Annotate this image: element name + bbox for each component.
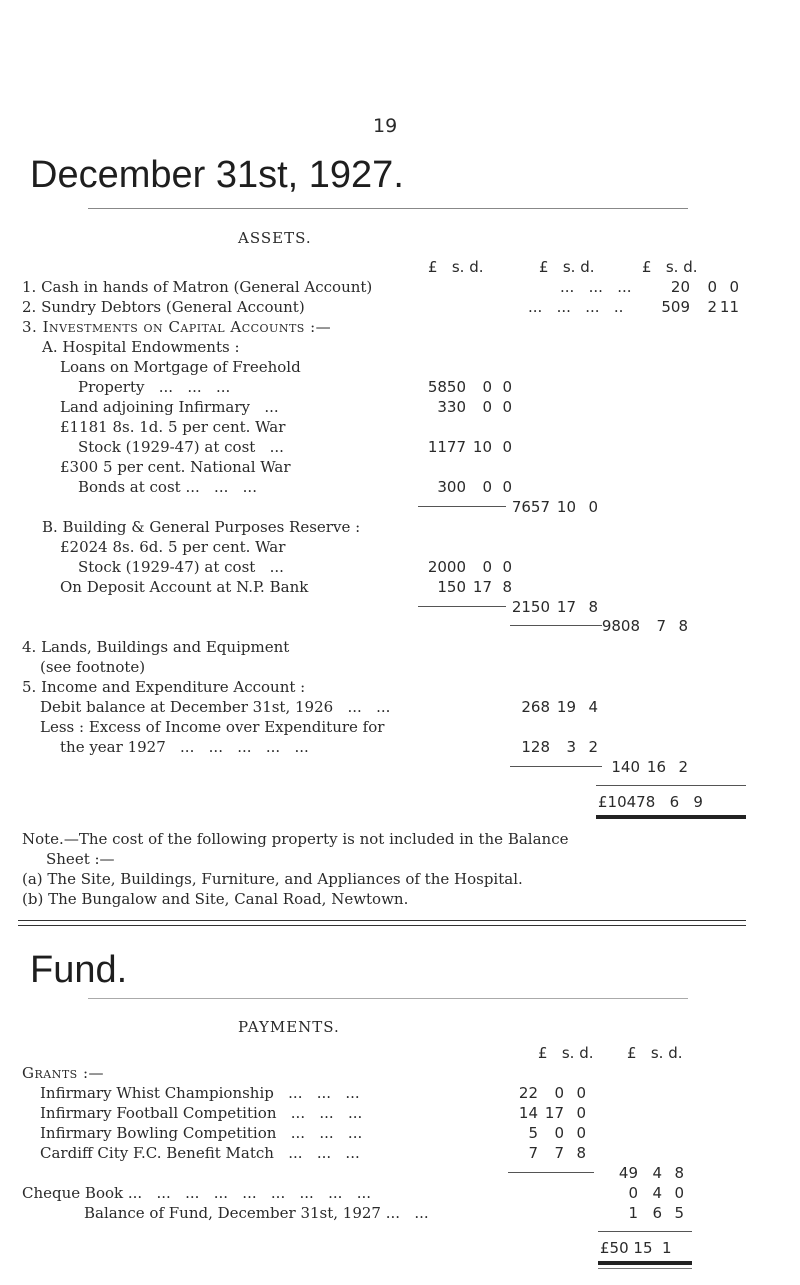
- note-line2: Sheet :—: [46, 850, 115, 868]
- b-stock-line2: Stock (1929-47) at cost ...: [78, 558, 284, 576]
- leader-dots: ... ... ... ..: [528, 298, 624, 316]
- amount-shillings: 17: [544, 1104, 564, 1122]
- heading-divider: [88, 208, 688, 209]
- amount-pence: 0: [502, 478, 512, 496]
- amount-pounds: 22: [518, 1084, 538, 1102]
- grand-total: £10478 6 9: [598, 793, 703, 811]
- less-line2: the year 1927 ... ... ... ... ...: [60, 738, 309, 756]
- amount-pounds: 14: [518, 1104, 538, 1122]
- col-header-inner: £ s. d.: [538, 1044, 594, 1062]
- amount-pounds: 300: [437, 478, 466, 496]
- total-shillings: 7: [656, 617, 666, 635]
- amount-pounds: 1177: [427, 438, 466, 456]
- amount-pence: 0: [502, 558, 512, 576]
- balance-row: Balance of Fund, December 31st, 1927 ... ...: [84, 1204, 429, 1222]
- grand-total-rule: [596, 785, 746, 786]
- amount-shillings: 0: [482, 398, 492, 416]
- amount-pounds: 5850: [427, 378, 466, 396]
- amount-pence: 0: [576, 1104, 586, 1122]
- amount-shillings: 2: [707, 298, 717, 316]
- total-pounds: 140: [611, 758, 640, 776]
- note-line3: (a) The Site, Buildings, Furniture, and Appliances of the Hospital.: [22, 870, 523, 888]
- subtotal-pounds: 2150: [511, 598, 550, 616]
- amount-shillings: 0: [554, 1124, 564, 1142]
- debit-line: Debit balance at December 31st, 1926 ... ...: [40, 698, 391, 716]
- amount-shillings: 4: [652, 1184, 662, 1202]
- grant-row: Infirmary Football Competition ... ... ...: [40, 1104, 363, 1122]
- amount-pounds: 7: [528, 1144, 538, 1162]
- amount-pounds: 2000: [427, 558, 466, 576]
- page-title: December 31st, 1927.: [30, 154, 404, 196]
- grant-row: Infirmary Bowling Competition ... ... ...: [40, 1124, 363, 1142]
- amount-shillings: 17: [472, 578, 492, 596]
- col-header-outer: £ s. d.: [642, 258, 698, 276]
- col-header-outer: £ s. d.: [627, 1044, 683, 1062]
- col-header-inner: £ s. d.: [428, 258, 484, 276]
- total-shillings: 4: [652, 1164, 662, 1182]
- item-income-expenditure: 5. Income and Expenditure Account :: [22, 678, 306, 696]
- total-pounds: 49: [618, 1164, 638, 1182]
- amount-shillings: 0: [482, 478, 492, 496]
- amount-pence: 0: [502, 398, 512, 416]
- grant-row: Cardiff City F.C. Benefit Match ... ... ...: [40, 1144, 360, 1162]
- total-pence: 8: [678, 617, 688, 635]
- amount-pounds: 5: [528, 1124, 538, 1142]
- amount-pounds: 268: [521, 698, 550, 716]
- item-lands-line2: (see footnote): [40, 658, 146, 676]
- amount-pence: 0: [576, 1084, 586, 1102]
- amount-pounds: 1: [628, 1204, 638, 1222]
- amount-pounds: 20: [670, 278, 690, 296]
- subtotal-pence: 0: [588, 498, 598, 516]
- deposit-line: On Deposit Account at N.P. Bank: [60, 578, 309, 596]
- amount-shillings: 0: [554, 1084, 564, 1102]
- leader-dots: ... ... ...: [560, 278, 632, 296]
- double-underline: [598, 1261, 692, 1265]
- amount-shillings: 3: [566, 738, 576, 756]
- item-lands-line1: 4. Lands, Buildings and Equipment: [22, 638, 290, 656]
- fund-title: Fund.: [30, 949, 128, 991]
- total-shillings: 16: [646, 758, 666, 776]
- less-line1: Less : Excess of Income over Expenditure for: [40, 718, 385, 736]
- amount-pounds: 150: [437, 578, 466, 596]
- total-pence: 2: [678, 758, 688, 776]
- total-pence: 8: [674, 1164, 684, 1182]
- subtotal-shillings: 10: [556, 498, 576, 516]
- total-rule: [510, 766, 602, 767]
- b-stock-line1: £2024 8s. 6d. 5 per cent. War: [60, 538, 286, 556]
- amount-shillings: 0: [482, 378, 492, 396]
- col-header-middle: £ s. d.: [539, 258, 595, 276]
- amount-shillings: 19: [556, 698, 576, 716]
- item-investments: 3. Investments on Capital Accounts :—: [22, 318, 332, 336]
- fund-total: £50 15 1: [600, 1239, 672, 1257]
- amount-pence: 0: [576, 1124, 586, 1142]
- amount-shillings: 7: [554, 1144, 564, 1162]
- amount-pounds: 330: [437, 398, 466, 416]
- note-line4: (b) The Bungalow and Site, Canal Road, Newtown.: [22, 890, 409, 908]
- amount-pence: 4: [588, 698, 598, 716]
- assets-title: ASSETS.: [238, 229, 312, 247]
- amount-pence: 8: [502, 578, 512, 596]
- subtotal-shillings: 17: [556, 598, 576, 616]
- total-pounds: 9808: [601, 617, 640, 635]
- subitem-endowments: A. Hospital Endowments :: [42, 338, 240, 356]
- land-line: Land adjoining Infirmary ...: [60, 398, 279, 416]
- double-underline: [596, 815, 746, 819]
- grants-label: Grants :—: [22, 1064, 105, 1082]
- loans-line2: Property ... ... ...: [78, 378, 231, 396]
- bonds-line2: Bonds at cost ... ... ...: [78, 478, 257, 496]
- amount-pence: 11: [719, 298, 739, 316]
- war-stock-line1: £1181 8s. 1d. 5 per cent. War: [60, 418, 286, 436]
- subtotal-pounds: 7657: [511, 498, 550, 516]
- war-stock-line2: Stock (1929-47) at cost ...: [78, 438, 284, 456]
- cheque-book-row: Cheque Book ... ... ... ... ... ... ... ... ...: [22, 1184, 372, 1202]
- subtotal-rule: [418, 506, 506, 507]
- amount-pence: 0: [729, 278, 739, 296]
- amount-shillings: 0: [482, 558, 492, 576]
- amount-pence: 5: [674, 1204, 684, 1222]
- amount-pence: 2: [588, 738, 598, 756]
- note-line1: Note.—The cost of the following property is not included in the Balance: [22, 830, 569, 848]
- item-sundry-debtors: 2. Sundry Debtors (General Account): [22, 298, 305, 316]
- amount-pounds: 0: [628, 1184, 638, 1202]
- amount-shillings: 0: [707, 278, 717, 296]
- bonds-line1: £300 5 per cent. National War: [60, 458, 291, 476]
- amount-shillings: 10: [472, 438, 492, 456]
- amount-pence: 0: [502, 438, 512, 456]
- heading-divider: [88, 998, 688, 999]
- amount-pence: 0: [674, 1184, 684, 1202]
- section-divider: [18, 925, 746, 926]
- double-underline-thin: [598, 1268, 692, 1269]
- subitem-reserve: B. Building & General Purposes Reserve :: [42, 518, 361, 536]
- amount-pounds: 509: [661, 298, 690, 316]
- amount-pence: 0: [502, 378, 512, 396]
- subtotal-pence: 8: [588, 598, 598, 616]
- amount-pounds: 128: [521, 738, 550, 756]
- loans-line1: Loans on Mortgage of Freehold: [60, 358, 301, 376]
- amount-shillings: 6: [652, 1204, 662, 1222]
- amount-pence: 8: [576, 1144, 586, 1162]
- payments-title: PAYMENTS.: [238, 1018, 340, 1036]
- section-divider: [18, 920, 746, 921]
- subtotal-rule: [418, 606, 506, 607]
- grant-row: Infirmary Whist Championship ... ... ...: [40, 1084, 360, 1102]
- total-rule: [510, 625, 602, 626]
- page-number: 19: [373, 115, 398, 137]
- subtotal-rule: [508, 1172, 594, 1173]
- item-cash: 1. Cash in hands of Matron (General Account): [22, 278, 373, 296]
- grand-total-rule: [598, 1231, 692, 1232]
